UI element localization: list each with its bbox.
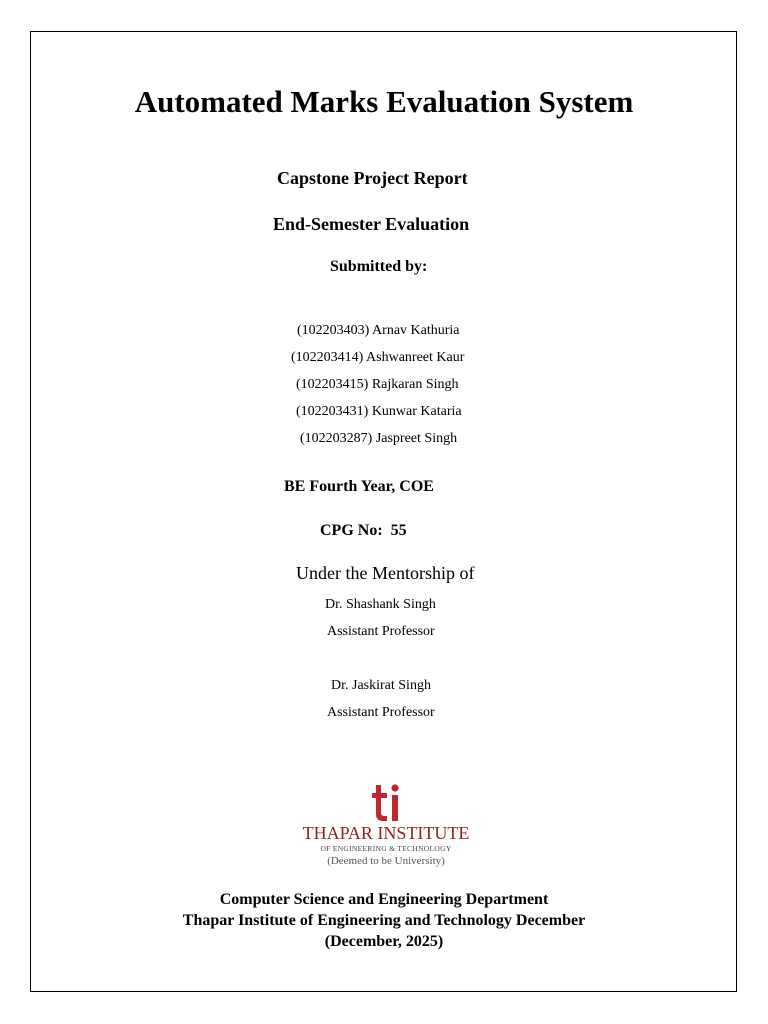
member-item: (102203431) Kunwar Kataria <box>296 404 462 419</box>
document-title: Automated Marks Evaluation System <box>134 84 634 119</box>
mentor-name: Dr. Shashank Singh <box>325 597 436 612</box>
thapar-institute-logo <box>300 782 472 872</box>
mentor-name: Dr. Jaskirat Singh <box>331 678 431 693</box>
footer-department: Computer Science and Engineering Department <box>219 891 549 908</box>
submitted-by-label: Submitted by: <box>330 258 428 275</box>
member-item: (102203415) Rajkaran Singh <box>296 377 459 392</box>
logo-tagline: OF ENGINEERING & TECHNOLOGY <box>320 844 452 853</box>
ti-logo-mark <box>370 782 404 822</box>
footer-institute: Thapar Institute of Engineering and Technology December <box>182 912 586 929</box>
evaluation-type: End-Semester Evaluation <box>273 214 470 234</box>
mentor-designation: Assistant Professor <box>327 624 435 639</box>
member-item: (102203403) Arnav Kathuria <box>297 323 460 338</box>
member-item: (102203414) Ashwanreet Kaur <box>291 350 465 365</box>
year-branch: BE Fourth Year, COE <box>284 478 434 495</box>
report-type: Capstone Project Report <box>277 168 468 188</box>
mentor-designation: Assistant Professor <box>327 705 435 720</box>
logo-status: (Deemed to be University) <box>327 855 445 867</box>
footer-date: (December, 2025) <box>324 933 444 950</box>
member-item: (102203287) Jaspreet Singh <box>300 431 458 446</box>
logo-institute-name: THAPAR INSTITUTE <box>302 823 470 843</box>
cpg-number: CPG No: 55 <box>320 522 407 539</box>
mentorship-label: Under the Mentorship of <box>296 563 475 583</box>
